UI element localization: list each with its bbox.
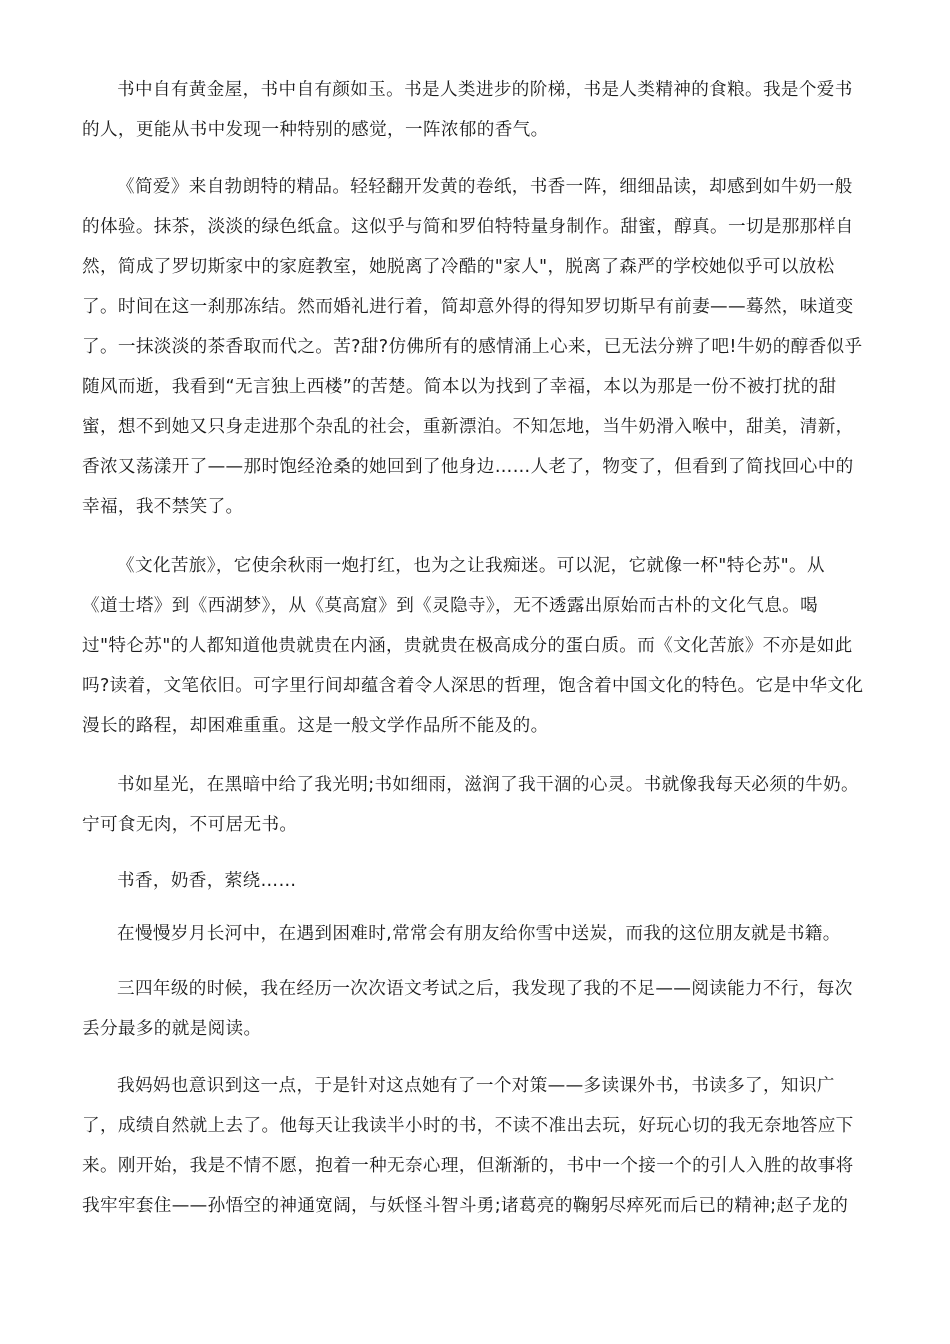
text-line: 过"特仑苏"的人都知道他贵就贵在内涵，贵就贵在极高成分的蛋白质。而《文化苦旅》不亦是如此 — [82, 636, 853, 656]
text-line: 了，成绩自然就上去了。他每天让我读半小时的书，不读不准出去玩，好玩心切的我无奈地答应下 — [82, 1116, 854, 1136]
text-line: 香浓又荡漾开了——那时饱经沧桑的她回到了他身边……人老了，物变了，但看到了简找回心中的 — [82, 457, 854, 477]
text-line: 蜜，想不到她又只身走进那个杂乱的社会，重新漂泊。不知怎地，当牛奶滑入喉中，甜美，清新， — [82, 417, 854, 437]
text-line: 我妈妈也意识到这一点，于是针对这点她有了一个对策——多读课外书，书读多了，知识广 — [117, 1076, 835, 1096]
text-line: 的体验。抹茶，淡淡的绿色纸盒。这似乎与简和罗伯特特量身制作。甜蜜，醇真。一切是那那样自 — [82, 217, 854, 237]
text-line: 吗?读着，文笔依旧。可字里行间却蕴含着令人深思的哲理，饱含着中国文化的特色。它是中华文化 — [82, 676, 864, 696]
text-line: 了。时间在这一刹那冻结。然而婚礼进行着，简却意外得的得知罗切斯早有前妻——蓦然，味道变 — [82, 297, 854, 317]
text-line: 三四年级的时候，我在经历一次次语文考试之后，我发现了我的不足——阅读能力不行，每次 — [117, 979, 853, 999]
text-line: 《道士塔》到《西湖梦》，从《莫高窟》到《灵隐寺》，无不透露出原始而古朴的文化气息。喝 — [82, 596, 819, 616]
text-line: 漫长的路程，却困难重重。这是一般文学作品所不能及的。 — [82, 716, 549, 736]
text-line: 书香，奶香，萦绕…… — [117, 871, 297, 891]
text-line: 《简爱》来自勃朗特的精品。轻轻翻开发黄的卷纸，书香一阵，细细品读，却感到如牛奶一般 — [117, 177, 853, 197]
text-line: 书中自有黄金屋，书中自有颜如玉。书是人类进步的阶梯，书是人类精神的食粮。我是个爱书 — [117, 80, 853, 100]
text-line: 在慢慢岁月长河中，在遇到困难时,常常会有朋友给你雪中送炭，而我的这位朋友就是书籍。 — [117, 924, 841, 944]
text-line: 随风而逝，我看到“无言独上西楼”的苦楚。简本以为找到了幸福，本以为那是一份不被打扰的甜 — [82, 377, 837, 397]
text-line: 来。刚开始，我是不情不愿，抱着一种无奈心理，但渐渐的，书中一个接一个的引人入胜的故事将 — [82, 1156, 854, 1176]
text-line: 的人，更能从书中发现一种特别的感觉，一阵浓郁的香气。 — [82, 120, 549, 140]
text-line: 书如星光，在黑暗中给了我光明;书如细雨，滋润了我干涸的心灵。书就像我每天必须的牛奶。 — [117, 775, 859, 795]
text-line: 《文化苦旅》，它使余秋雨一炮打红，也为之让我痴迷。可以泥，它就像一杯"特仑苏"。从 — [117, 556, 825, 576]
text-line: 然，简成了罗切斯家中的家庭教室，她脱离了冷酷的"家人"，脱离了森严的学校她似乎可以放松 — [82, 257, 835, 277]
text-line: 宁可食无肉，不可居无书。 — [82, 815, 298, 835]
text-line: 了。一抹淡淡的茶香取而代之。苦?甜?仿佛所有的感情涌上心来，已无法分辨了吧!牛奶的醇香似乎 — [82, 337, 863, 357]
text-line: 丢分最多的就是阅读。 — [82, 1019, 262, 1039]
text-line: 我牢牢套住——孙悟空的神通宽阔，与妖怪斗智斗勇;诸葛亮的鞠躬尽瘁死而后已的精神;赵子龙的 — [82, 1196, 849, 1216]
text-line: 幸福，我不禁笑了。 — [82, 497, 244, 517]
